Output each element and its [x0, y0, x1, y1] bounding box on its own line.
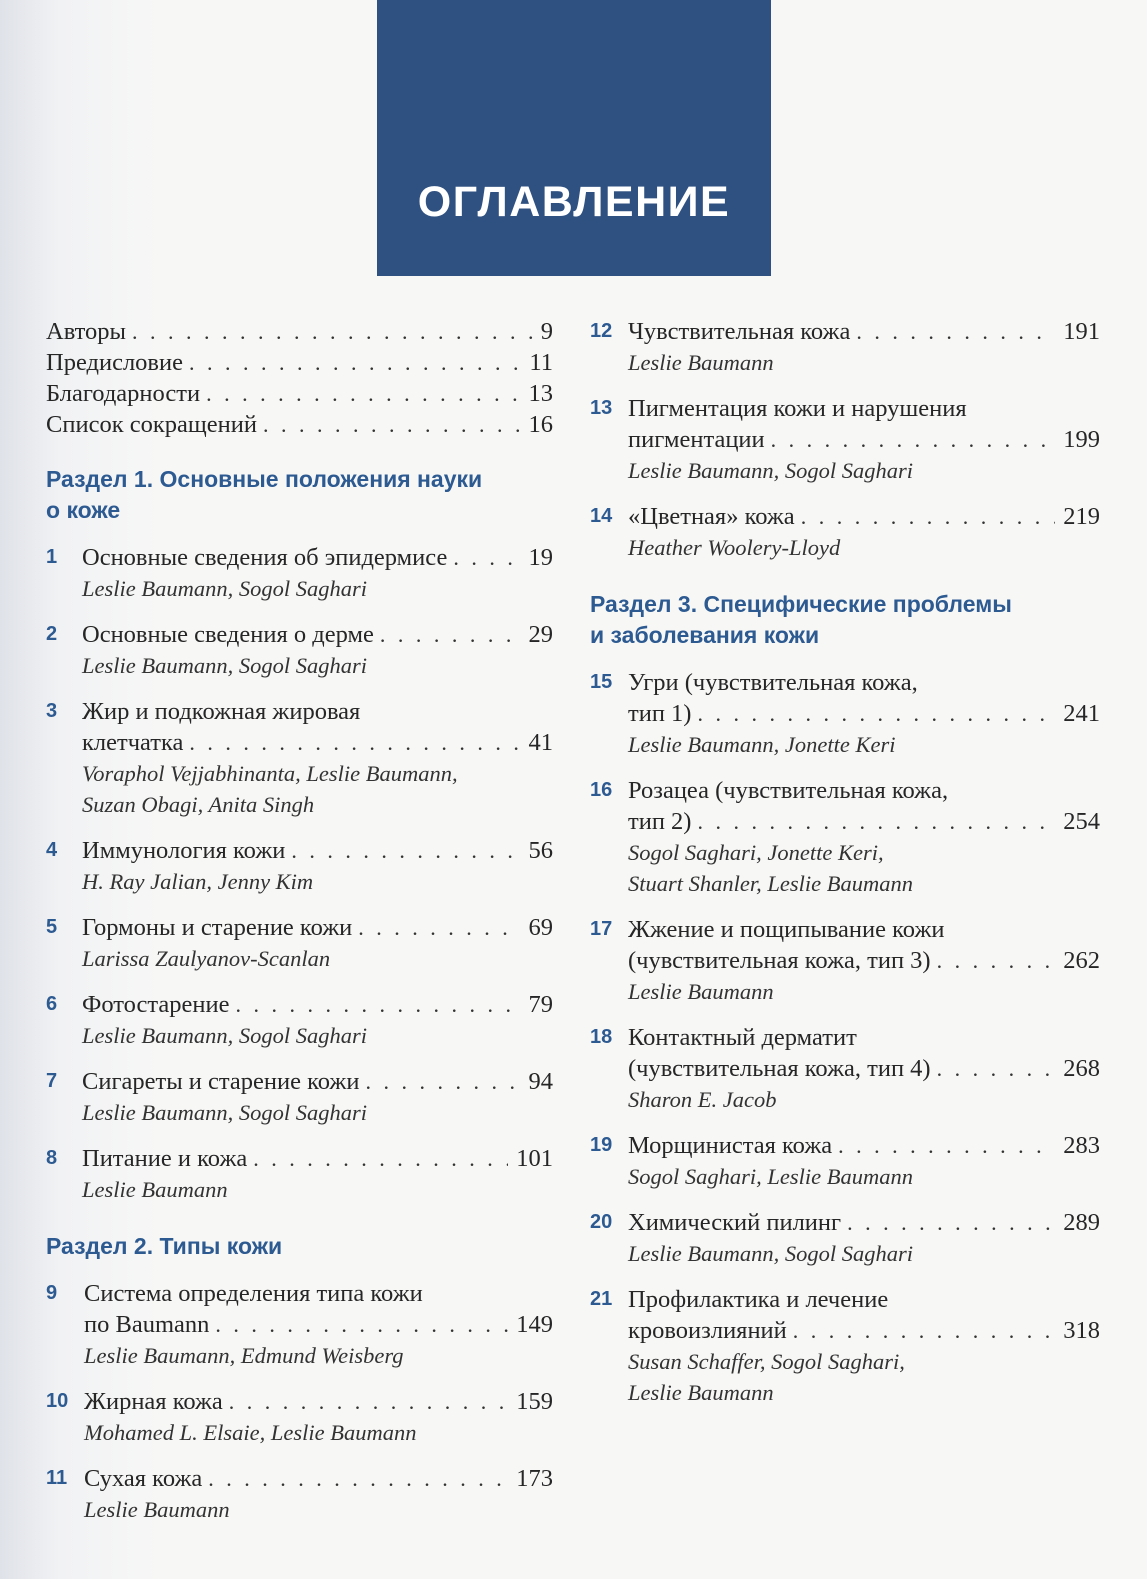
chapter-title-line — [628, 316, 1100, 347]
page-number: 262 — [1063, 947, 1100, 974]
chapter-number: 17 — [590, 918, 613, 940]
chapter-entry[interactable] — [46, 619, 553, 681]
chapter-title-line — [82, 1143, 553, 1174]
page-number: 16 — [528, 411, 553, 438]
page-number: 56 — [528, 837, 553, 864]
dot-leader — [291, 835, 520, 866]
chapter-authors: Leslie Baumann, Sogol Saghari — [82, 1100, 367, 1125]
page-number: 199 — [1063, 426, 1100, 453]
chapter-entry[interactable] — [46, 1278, 553, 1371]
chapter-number: 9 — [46, 1282, 58, 1304]
chapter-body — [82, 989, 553, 1051]
chapter-title-line — [82, 1066, 553, 1097]
chapter-title: Сигареты и старение кожи — [82, 1068, 360, 1095]
chapter-entry[interactable] — [46, 1386, 553, 1448]
chapter-authors: Susan Schaffer, Sogol Saghari, — [628, 1349, 905, 1374]
chapter-title: Профилактика и лечение — [628, 1286, 889, 1313]
dot-leader — [189, 727, 520, 758]
chapter-title: Жирная кожа — [84, 1388, 223, 1415]
page-title: ОГЛАВЛЕНИЕ — [417, 178, 731, 226]
page-number: 9 — [540, 318, 553, 345]
chapter-title-line — [628, 1207, 1100, 1238]
front-matter-list — [46, 316, 553, 440]
dot-leader — [838, 1130, 1055, 1161]
chapter-entry[interactable] — [46, 1066, 553, 1128]
chapter-number: 4 — [46, 839, 58, 861]
chapter-title-line — [628, 1053, 1100, 1084]
page-number: 173 — [516, 1465, 553, 1492]
chapter-number: 6 — [46, 993, 58, 1015]
chapter-title-line — [82, 912, 553, 943]
chapter-number: 5 — [46, 916, 58, 938]
chapter-authors: Leslie Baumann — [628, 1380, 774, 1405]
chapter-authors: Sogol Saghari, Jonette Keri, — [628, 840, 884, 865]
chapter-authors: Stuart Shanler, Leslie Baumann — [628, 871, 913, 896]
chapter-title: Основные сведения об эпидермисе — [82, 544, 448, 571]
chapter-authors: Suzan Obagi, Anita Singh — [82, 792, 315, 817]
chapter-number: 7 — [46, 1070, 58, 1092]
chapter-body — [84, 1386, 553, 1448]
chapter-body — [84, 1278, 553, 1371]
page-number: 11 — [529, 349, 553, 376]
chapter-authors: Leslie Baumann — [628, 979, 774, 1004]
entry-title: Предисловие — [46, 349, 183, 376]
front-matter-entry[interactable] — [46, 316, 553, 347]
front-matter-entry[interactable] — [46, 347, 553, 378]
chapter-title: Розацеа (чувствительная кожа, — [628, 777, 949, 804]
chapter-authors: Leslie Baumann — [82, 1177, 228, 1202]
section-heading-line: Раздел 1. Основные положения науки — [46, 466, 483, 492]
page-number: 101 — [516, 1145, 553, 1172]
chapter-body — [628, 316, 1100, 378]
chapter-entry[interactable] — [590, 667, 1100, 760]
dot-leader — [856, 316, 1055, 347]
chapter-title: Жжение и пощипывание кожи — [628, 916, 945, 943]
chapter-title-line — [82, 727, 553, 758]
chapter-authors: Voraphol Vejjabhinanta, Leslie Baumann, — [82, 761, 458, 786]
dot-leader — [208, 1463, 508, 1494]
chapter-entry[interactable] — [590, 914, 1100, 1007]
front-matter-entry[interactable] — [46, 378, 553, 409]
chapter-number: 1 — [46, 546, 58, 568]
chapter-title-line — [82, 989, 553, 1020]
chapter-number: 2 — [46, 623, 58, 645]
toc-left-column — [46, 316, 553, 1540]
dot-leader — [132, 316, 533, 347]
chapter-title: Контактный дерматит — [628, 1024, 857, 1051]
chapter-entry[interactable] — [46, 912, 553, 974]
chapter-authors: Leslie Baumann, Edmund Weisberg — [84, 1343, 404, 1368]
section-heading-line: Раздел 2. Типы кожи — [46, 1233, 283, 1259]
chapter-entry[interactable] — [590, 393, 1100, 486]
chapter-authors: Larissa Zaulyanov-Scanlan — [82, 946, 331, 971]
dot-leader — [937, 945, 1056, 976]
page-number: 19 — [528, 544, 553, 571]
dot-leader — [229, 1386, 508, 1417]
chapter-title-line — [84, 1463, 553, 1494]
chapter-title: Иммунология кожи — [82, 837, 286, 864]
chapter-title: Морщинистая кожа — [628, 1132, 833, 1159]
chapter-body — [82, 1143, 553, 1205]
dot-leader — [801, 501, 1056, 532]
chapter-body — [82, 542, 553, 604]
chapter-title: кровоизлияний — [628, 1317, 787, 1344]
chapter-title-line — [628, 698, 1100, 729]
chapter-title: тип 2) — [628, 808, 692, 835]
dot-leader — [453, 542, 520, 573]
section-heading — [46, 464, 553, 526]
chapter-authors: Mohamed L. Elsaie, Leslie Baumann — [84, 1420, 417, 1445]
chapter-entry[interactable] — [46, 1463, 553, 1525]
page-number: 241 — [1063, 700, 1100, 727]
section-heading-line: Раздел 3. Специфические проблемы — [590, 591, 1012, 617]
section-heading — [46, 1231, 553, 1262]
dot-leader — [236, 989, 521, 1020]
chapter-authors: Leslie Baumann, Sogol Saghari — [82, 1023, 367, 1048]
chapter-number: 18 — [590, 1026, 613, 1048]
chapter-title: тип 1) — [628, 700, 692, 727]
dot-leader — [793, 1315, 1055, 1346]
section-heading — [590, 589, 1100, 651]
chapter-body — [628, 501, 1100, 563]
chapter-number: 19 — [590, 1134, 613, 1156]
title-banner — [377, 0, 771, 276]
chapter-authors: Leslie Baumann — [84, 1497, 230, 1522]
page-number: 191 — [1063, 318, 1100, 345]
chapter-title: Система определения типа кожи — [84, 1280, 423, 1307]
chapter-title: «Цветная» кожа — [628, 503, 795, 530]
front-matter-entry[interactable] — [46, 409, 553, 440]
chapter-authors: Leslie Baumann, Sogol Saghari — [628, 458, 913, 483]
chapter-authors: Leslie Baumann, Sogol Saghari — [82, 576, 367, 601]
chapter-title-line — [628, 424, 1100, 455]
chapter-title: Гормоны и старение кожи — [82, 914, 353, 941]
chapter-title: пигментации — [628, 426, 765, 453]
chapter-body — [628, 393, 1100, 486]
chapter-authors: Leslie Baumann, Sogol Saghari — [628, 1241, 913, 1266]
page-number: 41 — [528, 729, 553, 756]
chapter-entry[interactable] — [590, 775, 1100, 899]
chapter-title: Фотостарение — [82, 991, 230, 1018]
chapter-authors: H. Ray Jalian, Jenny Kim — [82, 869, 314, 894]
chapter-title: (чувствительная кожа, тип 4) — [628, 1055, 931, 1082]
chapter-body — [82, 835, 553, 897]
chapter-number: 10 — [46, 1390, 69, 1412]
page-number: 149 — [516, 1311, 553, 1338]
section-heading-line: и заболевания кожи — [590, 622, 820, 648]
entry-title: Благодарности — [46, 380, 201, 407]
chapter-entry[interactable] — [46, 696, 553, 820]
chapter-entry[interactable] — [590, 1022, 1100, 1115]
page-number: 318 — [1063, 1317, 1100, 1344]
chapter-body — [84, 1463, 553, 1525]
dot-leader — [847, 1207, 1055, 1238]
page-number: 254 — [1063, 808, 1100, 835]
chapter-authors: Sharon E. Jacob — [628, 1087, 777, 1112]
chapter-body — [628, 1130, 1100, 1192]
dot-leader — [697, 806, 1055, 837]
chapter-number: 12 — [590, 320, 613, 342]
dot-leader — [937, 1053, 1056, 1084]
chapter-number: 14 — [590, 505, 613, 527]
chapter-number: 11 — [46, 1467, 68, 1489]
chapter-entry[interactable] — [590, 316, 1100, 378]
dot-leader — [358, 912, 520, 943]
chapter-title-line — [628, 1130, 1100, 1161]
chapter-body — [82, 619, 553, 681]
chapter-number: 3 — [46, 700, 58, 722]
chapter-title-line — [84, 1309, 553, 1340]
chapter-title: Сухая кожа — [84, 1465, 203, 1492]
chapter-number: 13 — [590, 397, 613, 419]
chapter-title-line — [82, 835, 553, 866]
chapter-entry[interactable] — [590, 1284, 1100, 1408]
chapter-authors: Leslie Baumann, Jonette Keri — [628, 732, 896, 757]
chapter-number: 20 — [590, 1211, 613, 1233]
chapter-body — [628, 667, 1100, 760]
dot-leader — [365, 1066, 520, 1097]
chapter-authors: Leslie Baumann, Sogol Saghari — [82, 653, 367, 678]
page-number: 159 — [516, 1388, 553, 1415]
chapter-entry[interactable] — [46, 542, 553, 604]
chapter-number: 16 — [590, 779, 613, 801]
chapter-number: 15 — [590, 671, 613, 693]
chapter-entry[interactable] — [590, 1207, 1100, 1269]
chapter-title-line — [628, 806, 1100, 837]
chapter-body — [628, 1284, 1100, 1408]
chapter-entry[interactable] — [590, 501, 1100, 563]
page-number: 219 — [1063, 503, 1100, 530]
dot-leader — [206, 378, 520, 409]
chapter-body — [82, 696, 553, 820]
chapter-body — [628, 775, 1100, 899]
chapter-title: по Baumann — [84, 1311, 210, 1338]
chapter-number: 21 — [590, 1288, 613, 1310]
chapter-title-line — [82, 619, 553, 650]
dot-leader — [189, 347, 521, 378]
chapter-title-line — [84, 1386, 553, 1417]
entry-title: Список сокращений — [46, 411, 257, 438]
page-number: 283 — [1063, 1132, 1100, 1159]
chapter-title: (чувствительная кожа, тип 3) — [628, 947, 931, 974]
chapter-entry[interactable] — [590, 1130, 1100, 1192]
dot-leader — [215, 1309, 508, 1340]
page-number: 29 — [528, 621, 553, 648]
chapter-title-line — [628, 1315, 1100, 1346]
page-number: 289 — [1063, 1209, 1100, 1236]
dot-leader — [263, 409, 521, 440]
dot-leader — [253, 1143, 508, 1174]
page-number: 13 — [528, 380, 553, 407]
page-number: 94 — [528, 1068, 553, 1095]
chapter-entry[interactable] — [46, 835, 553, 897]
chapter-title: клетчатка — [82, 729, 184, 756]
chapter-body — [82, 1066, 553, 1128]
dot-leader — [771, 424, 1056, 455]
chapter-authors: Leslie Baumann — [628, 350, 774, 375]
section-heading-line: о коже — [46, 497, 121, 523]
chapter-entry[interactable] — [46, 989, 553, 1051]
page-number: 69 — [528, 914, 553, 941]
page-number: 79 — [528, 991, 553, 1018]
chapter-title: Основные сведения о дерме — [82, 621, 374, 648]
entry-title: Авторы — [46, 318, 126, 345]
chapter-title: Чувствительная кожа — [628, 318, 851, 345]
dot-leader — [380, 619, 521, 650]
chapter-authors: Sogol Saghari, Leslie Baumann — [628, 1164, 913, 1189]
chapter-title-line — [82, 542, 553, 573]
chapter-title: Жир и подкожная жировая — [82, 698, 361, 725]
chapter-body — [82, 912, 553, 974]
chapter-entry[interactable] — [46, 1143, 553, 1205]
chapter-title-line — [628, 501, 1100, 532]
chapter-authors: Heather Woolery-Lloyd — [628, 535, 841, 560]
chapter-title: Пигментация кожи и нарушения — [628, 395, 967, 422]
chapter-title: Химический пилинг — [628, 1209, 842, 1236]
chapter-title-line — [628, 945, 1100, 976]
chapter-body — [628, 1207, 1100, 1269]
chapter-title: Питание и кожа — [82, 1145, 248, 1172]
chapter-title: Угри (чувствительная кожа, — [628, 669, 918, 696]
toc-right-column — [590, 316, 1100, 1423]
page-number: 268 — [1063, 1055, 1100, 1082]
dot-leader — [697, 698, 1055, 729]
chapter-number: 8 — [46, 1147, 58, 1169]
chapter-body — [628, 914, 1100, 1007]
chapter-body — [628, 1022, 1100, 1115]
